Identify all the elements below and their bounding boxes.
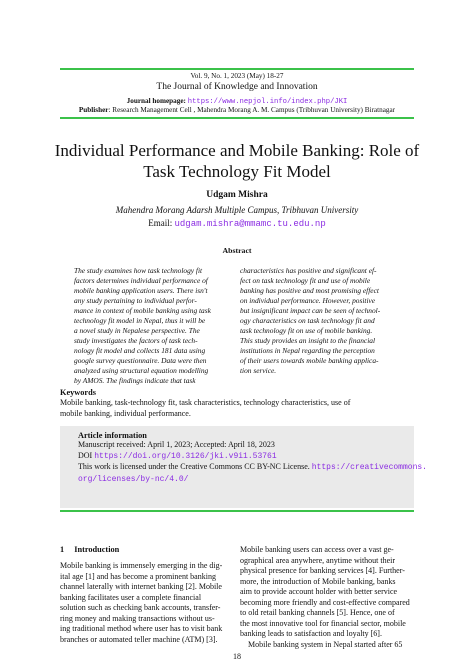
intro-line: to old retail banking channels [5]. Hence, one of xyxy=(240,608,395,617)
abstract-line: tion service. xyxy=(240,366,277,375)
email-link[interactable]: udgam.mishra@mmamc.tu.edu.np xyxy=(174,219,326,229)
volume-line: Vol. 9, No. 1, 2023 (May) 18-27 xyxy=(190,72,284,80)
keywords-heading: Keywords xyxy=(60,388,96,397)
abstract-line: technology fit model in Nepal, thus it will be xyxy=(74,316,206,325)
author-email-line xyxy=(60,218,414,229)
introduction-right-column xyxy=(240,545,416,650)
license-link-part-1[interactable]: https://creativecommons. xyxy=(311,463,427,472)
intro-line: Mobile banking is immensely emerging in the dig- xyxy=(60,561,223,570)
abstract-line: mobile banking application users. There isn't xyxy=(74,286,208,295)
publisher-line xyxy=(40,106,434,115)
section-title: Introduction xyxy=(74,545,120,554)
publisher-value: : Research Management Cell , Mahendra Morang A. M. Campus (Tribhuvan University) Biratnagar xyxy=(108,106,396,114)
abstract-line: The study examines how task technology fit xyxy=(74,266,203,275)
abstract-line: by AMOS. The findings indicate that task xyxy=(74,376,196,385)
intro-line: branches or automated teller machine (ATM) [3]. xyxy=(60,634,218,644)
intro-line: ing traditional method where user has to visit bank xyxy=(60,624,223,633)
abstract-line: ogy characteristics on task technology fit and xyxy=(240,316,375,325)
journal-name: The Journal of Knowledge and Innovation xyxy=(156,82,318,92)
author-name: Udgam Mishra xyxy=(206,190,268,200)
abstract-line: analyzed using structural equation modelling xyxy=(74,366,209,375)
abstract-line: nology fit model and collects 181 data using xyxy=(74,346,206,355)
abstract-right-column xyxy=(240,266,402,376)
section-number: 1 xyxy=(60,545,65,554)
intro-line: ring money and making transactions without us- xyxy=(60,613,215,623)
abstract-line: This study provides an insight to the financial xyxy=(240,336,376,345)
paper-title xyxy=(40,140,434,182)
intro-line: aim to provide account holder with better service xyxy=(240,587,398,596)
license-text: This work is licensed under the Creative Commons CC BY-NC License. xyxy=(78,462,310,471)
intro-line: solution such as checking bank accounts, transfer- xyxy=(60,603,221,612)
article-info-heading: Article information xyxy=(78,431,147,440)
intro-line: becoming more friendly and cost-effective compared xyxy=(240,597,410,607)
intro-line: channel laterally with internet banking [2]. Mobile xyxy=(60,582,222,591)
intro-line: ographical area anywhere, anytime without their xyxy=(240,555,396,565)
abstract-line: google survey questionnaire. Data were then xyxy=(74,356,207,365)
title-line-1: Individual Performance and Mobile Banking: Role of xyxy=(54,141,420,160)
introduction-heading xyxy=(60,545,119,554)
abstract-line: fect on task technology fit and use of mobile xyxy=(240,276,371,285)
intro-line: ital age [1] and has become a prominent banking xyxy=(60,571,216,581)
homepage-link[interactable]: https://www.nepjol.info/index.php/JKI xyxy=(187,98,348,106)
abstract-line: on individual performance. However, positive xyxy=(240,296,376,305)
abstract-heading: Abstract xyxy=(222,246,252,255)
title-line-2: Task Technology Fit Model xyxy=(143,162,331,181)
doi-label: DOI xyxy=(78,450,93,460)
introduction-left-column xyxy=(60,561,232,645)
abstract-line: mance in context of mobile banking using task xyxy=(74,306,211,315)
abstract-line: banking has positive and most promising effect xyxy=(240,286,379,295)
license-link-part-2[interactable]: org/licenses/by-nc/4.0/ xyxy=(78,474,189,484)
abstract-line: institutions in Nepal regarding the perception xyxy=(240,346,375,355)
intro-line: banking facilitates user a complete financial xyxy=(60,592,202,602)
keywords-line-1: Mobile banking, task-technology fit, task characteristics, technology characteristics, use of xyxy=(60,398,351,407)
author-affiliation: Mahendra Morang Adarsh Multiple Campus, Tribhuvan University xyxy=(115,205,359,215)
abstract-line: a novel study in Nepalese perspective. The xyxy=(74,326,200,335)
manuscript-dates: Manuscript received: April 1, 2023; Accepted: April 18, 2023 xyxy=(78,440,275,449)
email-label: Email: xyxy=(148,218,173,228)
homepage-label: Journal homepage: xyxy=(126,97,186,105)
abstract-left-column xyxy=(74,266,232,386)
intro-line: Mobile banking system in Nepal started after 65 xyxy=(240,639,403,649)
publisher-label: Publisher xyxy=(78,106,109,114)
article-info-rule xyxy=(60,510,414,512)
doi-line xyxy=(78,451,408,463)
keywords-line-2: mobile banking, individual performance. xyxy=(60,408,191,418)
keywords-section xyxy=(60,388,414,419)
abstract-line: factors determines individual performance of xyxy=(74,276,208,285)
intro-line: Mobile banking users can access over a vast ge- xyxy=(240,545,394,554)
doi-link[interactable]: https://doi.org/10.3126/jki.v9i1.53761 xyxy=(94,451,277,461)
intro-line: the most innovative tool for financial sector, mobile xyxy=(240,618,406,628)
abstract-line: study investigates the factors of task tech- xyxy=(74,336,198,345)
page-number: 18 xyxy=(233,652,241,661)
header-rule xyxy=(60,117,414,119)
top-rule xyxy=(60,68,414,70)
license-line xyxy=(78,462,427,474)
article-info-section xyxy=(78,431,427,485)
abstract-line: any study pertaining to individual perfor- xyxy=(74,296,197,305)
abstract-line: task technology fit on use of mobile banking. xyxy=(240,326,373,335)
license-line-2 xyxy=(78,474,408,486)
abstract-line: of their users towards mobile banking applica- xyxy=(240,356,379,365)
intro-line: physical presence for banking services [4]. Further- xyxy=(240,566,405,575)
abstract-line: but insignificant impact can be seen of technol- xyxy=(240,306,381,315)
intro-line: banking leads to satisfaction and loyalty [6]. xyxy=(240,629,382,638)
abstract-line: characteristics has positive and significant ef- xyxy=(240,266,377,275)
intro-line: more, the introduction of Mobile banking, banks xyxy=(240,576,396,586)
